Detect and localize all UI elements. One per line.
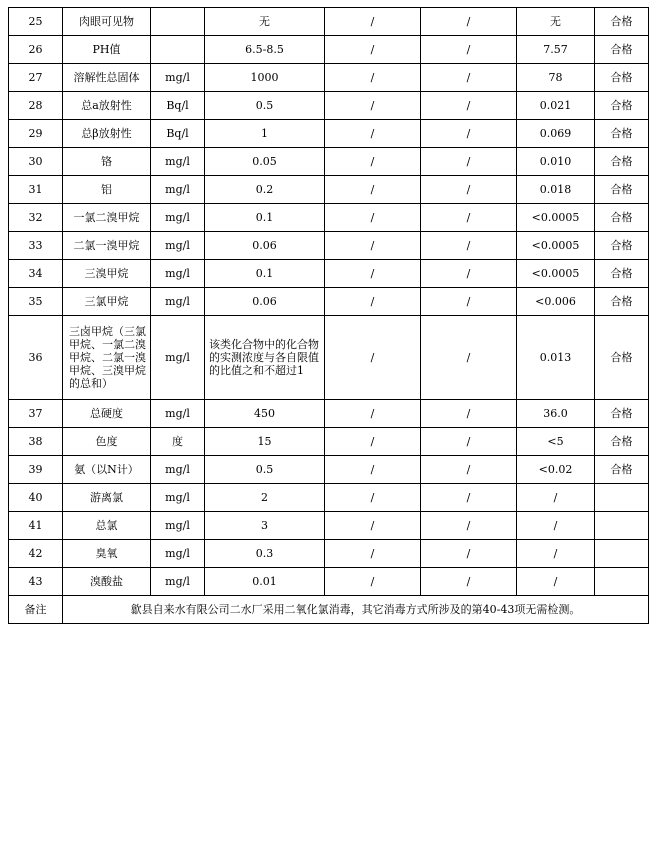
item-name: 游离氯 [63,484,151,512]
result-value: 0.013 [517,316,595,400]
limit-value: 1000 [205,64,325,92]
table-row [9,400,649,428]
col-slash-2: / [421,428,517,456]
result-value: / [517,568,595,596]
limit-value: 15 [205,428,325,456]
table-row [9,260,649,288]
unit: mg/l [151,64,205,92]
unit: mg/l [151,512,205,540]
verdict: 合格 [595,92,649,120]
col-slash-2: / [421,400,517,428]
limit-value: 6.5-8.5 [205,36,325,64]
unit: mg/l [151,148,205,176]
result-value: / [517,512,595,540]
footer-row [9,596,649,624]
unit: mg/l [151,456,205,484]
item-name: 溴酸盐 [63,568,151,596]
item-name: 肉眼可见物 [63,8,151,36]
col-slash-1: / [325,288,421,316]
table-row [9,148,649,176]
result-value: <0.006 [517,288,595,316]
row-number: 32 [9,204,63,232]
limit-value: 0.1 [205,204,325,232]
col-slash-1: / [325,120,421,148]
verdict [595,484,649,512]
verdict: 合格 [595,260,649,288]
unit: mg/l [151,176,205,204]
item-name: 总a放射性 [63,92,151,120]
result-value: <0.02 [517,456,595,484]
unit: mg/l [151,484,205,512]
table-row [9,484,649,512]
limit-value: 3 [205,512,325,540]
item-name: 总氯 [63,512,151,540]
limit-value: 450 [205,400,325,428]
limit-value: 0.2 [205,176,325,204]
col-slash-2: / [421,568,517,596]
verdict: 合格 [595,36,649,64]
result-value: / [517,540,595,568]
verdict [595,540,649,568]
item-name: PH值 [63,36,151,64]
result-value: 0.010 [517,148,595,176]
row-number: 28 [9,92,63,120]
col-slash-1: / [325,456,421,484]
table-body [9,8,649,624]
unit [151,36,205,64]
row-number: 25 [9,8,63,36]
col-slash-1: / [325,512,421,540]
item-name: 三溴甲烷 [63,260,151,288]
table-row [9,540,649,568]
row-number: 39 [9,456,63,484]
limit-value: 0.06 [205,288,325,316]
row-number: 26 [9,36,63,64]
result-value: 7.57 [517,36,595,64]
item-name: 总β放射性 [63,120,151,148]
verdict: 合格 [595,316,649,400]
verdict: 合格 [595,64,649,92]
verdict: 合格 [595,204,649,232]
remark-note: 歙县自来水有限公司二水厂采用二氧化氯消毒，其它消毒方式所涉及的第40-43项无需检测。 [63,596,649,624]
limit-value: 0.5 [205,456,325,484]
col-slash-2: / [421,8,517,36]
limit-value: 无 [205,8,325,36]
unit: mg/l [151,568,205,596]
limit-value: 0.3 [205,540,325,568]
result-value: 0.018 [517,176,595,204]
col-slash-2: / [421,92,517,120]
water-quality-table [8,7,649,624]
col-slash-1: / [325,8,421,36]
col-slash-2: / [421,512,517,540]
row-number: 31 [9,176,63,204]
row-number: 43 [9,568,63,596]
unit: Bq/l [151,120,205,148]
unit: mg/l [151,204,205,232]
col-slash-2: / [421,316,517,400]
limit-value: 0.01 [205,568,325,596]
item-name: 臭氧 [63,540,151,568]
table-row [9,288,649,316]
item-name: 溶解性总固体 [63,64,151,92]
item-name: 氨（以N计） [63,456,151,484]
col-slash-2: / [421,288,517,316]
verdict: 合格 [595,8,649,36]
row-number: 37 [9,400,63,428]
table-row [9,568,649,596]
row-number: 34 [9,260,63,288]
result-value: 0.069 [517,120,595,148]
limit-value: 0.1 [205,260,325,288]
col-slash-2: / [421,260,517,288]
col-slash-2: / [421,148,517,176]
limit-value: 1 [205,120,325,148]
col-slash-2: / [421,64,517,92]
col-slash-2: / [421,484,517,512]
unit: mg/l [151,400,205,428]
table-row [9,204,649,232]
verdict: 合格 [595,148,649,176]
item-name: 总硬度 [63,400,151,428]
col-slash-1: / [325,64,421,92]
row-number: 38 [9,428,63,456]
verdict: 合格 [595,232,649,260]
col-slash-2: / [421,36,517,64]
table-row [9,176,649,204]
col-slash-2: / [421,120,517,148]
result-value: 0.021 [517,92,595,120]
col-slash-1: / [325,92,421,120]
row-number: 40 [9,484,63,512]
col-slash-1: / [325,316,421,400]
col-slash-2: / [421,176,517,204]
col-slash-2: / [421,232,517,260]
item-name [63,316,151,400]
result-value: <0.0005 [517,260,595,288]
result-value: 36.0 [517,400,595,428]
unit: mg/l [151,316,205,400]
table-row [9,8,649,36]
row-number: 36 [9,316,63,400]
unit: mg/l [151,232,205,260]
item-name: 色度 [63,428,151,456]
unit [151,8,205,36]
item-name: 二氯一溴甲烷 [63,232,151,260]
result-value: <5 [517,428,595,456]
unit: mg/l [151,540,205,568]
verdict: 合格 [595,400,649,428]
result-value: 无 [517,8,595,36]
table-row [9,456,649,484]
row-number: 42 [9,540,63,568]
col-slash-2: / [421,456,517,484]
col-slash-1: / [325,204,421,232]
verdict: 合格 [595,288,649,316]
item-name: 铬 [63,148,151,176]
table-row [9,64,649,92]
table-row [9,92,649,120]
row-number: 29 [9,120,63,148]
col-slash-2: / [421,204,517,232]
col-slash-1: / [325,484,421,512]
limit-value: 该类化合物中的化合物的实测浓度与各自限值的比值之和不超过1 [205,316,325,400]
col-slash-1: / [325,568,421,596]
limit-value: 2 [205,484,325,512]
col-slash-1: / [325,148,421,176]
limit-value: 0.5 [205,92,325,120]
verdict [595,568,649,596]
result-value: <0.0005 [517,232,595,260]
limit-value: 0.06 [205,232,325,260]
table-row [9,512,649,540]
table-row [9,316,649,400]
result-value: 78 [517,64,595,92]
row-number: 35 [9,288,63,316]
col-slash-1: / [325,428,421,456]
item-name: 三氯甲烷 [63,288,151,316]
item-name: 铝 [63,176,151,204]
table-row [9,232,649,260]
unit: mg/l [151,260,205,288]
result-value: / [517,484,595,512]
row-number: 30 [9,148,63,176]
col-slash-1: / [325,176,421,204]
verdict: 合格 [595,176,649,204]
unit: mg/l [151,288,205,316]
row-number: 33 [9,232,63,260]
item-name: 一氯二溴甲烷 [63,204,151,232]
col-slash-1: / [325,540,421,568]
col-slash-1: / [325,36,421,64]
table-row [9,120,649,148]
verdict: 合格 [595,456,649,484]
unit: 度 [151,428,205,456]
table-row [9,36,649,64]
col-slash-1: / [325,260,421,288]
result-value: <0.0005 [517,204,595,232]
verdict: 合格 [595,120,649,148]
row-number: 27 [9,64,63,92]
limit-value: 0.05 [205,148,325,176]
item-name-text: 三卤甲烷（三氯甲烷、一氯二溴甲烷、二氯一溴甲烷、三溴甲烷的总和） [69,325,146,390]
col-slash-2: / [421,540,517,568]
unit: Bq/l [151,92,205,120]
verdict: 合格 [595,428,649,456]
col-slash-1: / [325,400,421,428]
verdict [595,512,649,540]
col-slash-1: / [325,232,421,260]
table-row [9,428,649,456]
row-number: 41 [9,512,63,540]
remark-label: 备注 [9,596,63,624]
